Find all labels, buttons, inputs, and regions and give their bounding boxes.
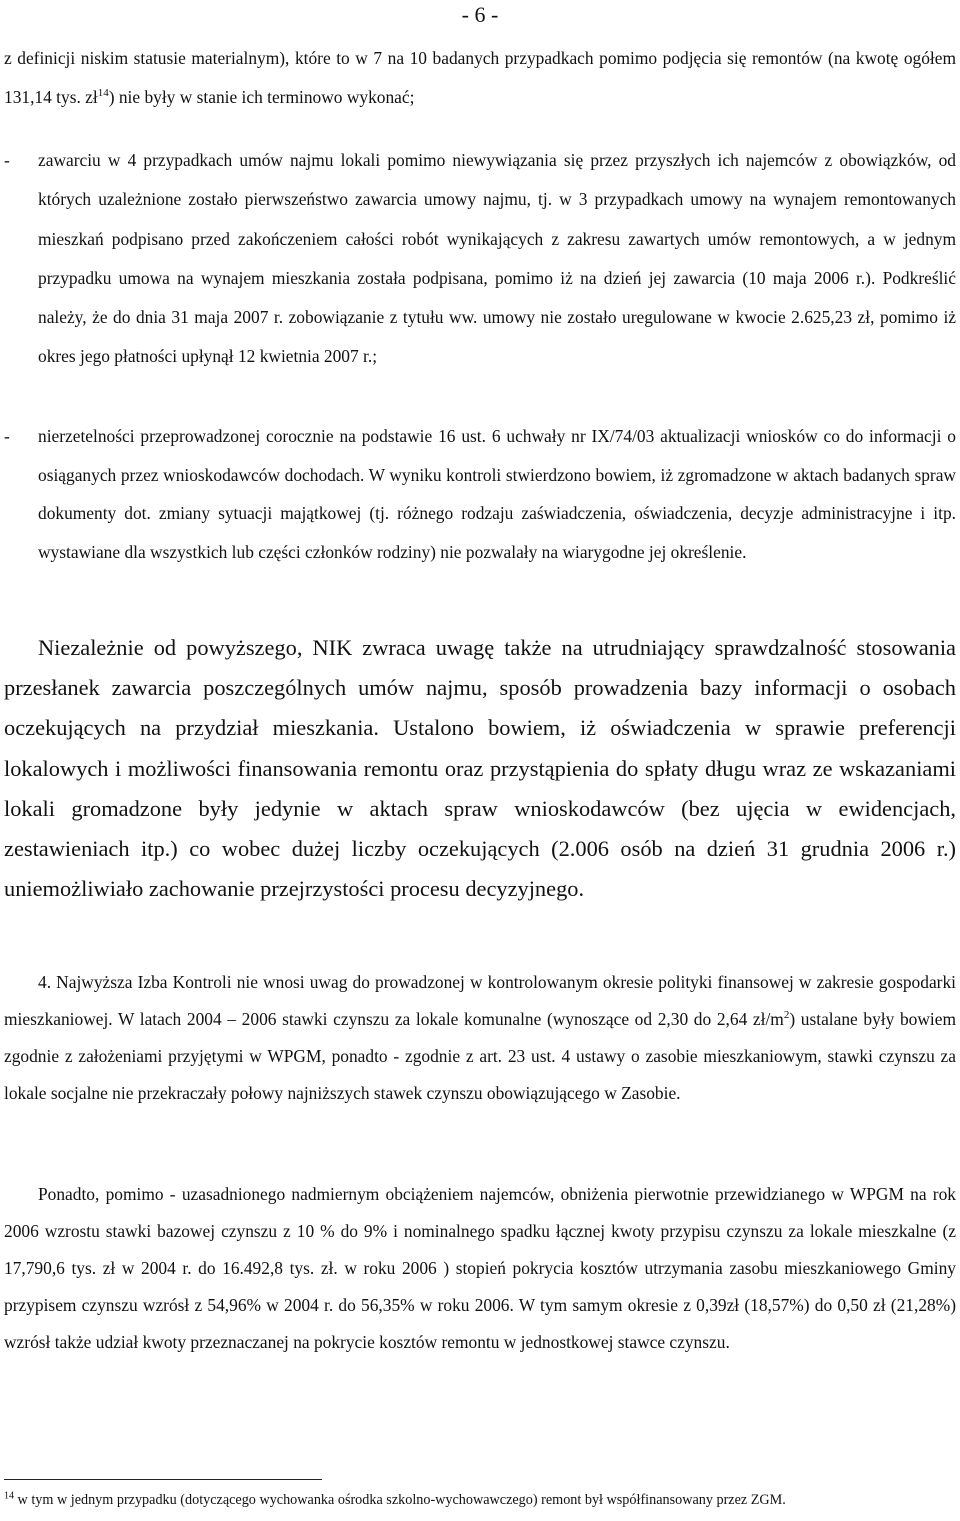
bullet-dash: - (4, 150, 10, 170)
paragraph-text: 4. Najwyższa Izba Kontroli nie wnosi uwag do prowadzonej w kontrolowanym okresie polityki finansowej w zakresie gospodarki mieszkaniowej. W latach 2004 – 2006 stawki czynszu za lokale komunalne (wynoszące od 2,30 do 2,64 zł/m (4, 972, 956, 1029)
page-number: - 6 - (461, 2, 499, 27)
superscript: 2 (783, 1009, 790, 1022)
paragraph-nik: Niezależnie od powyższego, NIK zwraca uwagę także na utrudniający sprawdzalność stosowania przesłanek zawarcia poszczególnych umów najmu, sposób prowadzenia bazy informacji o osobach oczekujących na przydział mieszkania. Ustalono bowiem, iż oświadczenia w sprawie preferencji lokalowych i możliwości finansowania remontu oraz przystąpienia do spłaty długu wraz ze wskazaniami lokali gromadzone były jedynie w aktach spraw wnioskodawców (bez ujęcia w ewidencjach, zestawieniach itp.) co wobec dużej liczby oczekujących (2.006 osób na dzień 31 grudnia 2006 r.) uniemożliwiało zachowanie przejrzystości procesu decyzyjnego. (4, 635, 956, 902)
footnote-number: 14 (4, 1490, 14, 1502)
paragraph-section-4 (4, 964, 956, 1112)
paragraph-continuation (4, 39, 956, 118)
bullet-item-verification (4, 417, 956, 571)
footnote (4, 1490, 956, 1510)
bullet-text: nierzetelności przeprowadzonej corocznie na podstawie 16 ust. 6 uchwały nr IX/74/03 aktualizacji wniosków co do informacji o osiąganych przez wnioskodawców dochodach. W wyniku kontroli stwierdzono bowiem, iż zgromadzone w aktach badanych spraw dokumenty dot. zmiany sytuacji majątkowej (tj. różnego rodzaju zaświadczenia, oświadczenia, decyzje administracyjne i itp. wystawiane dla wszystkich lub części członków rodziny) nie pozwalały na wiarygodne jej określenie. (38, 426, 956, 562)
footnote-divider (4, 1479, 322, 1480)
paragraph-text-after: ) nie były w stanie ich terminowo wykonać; (108, 87, 415, 108)
bullet-item-contracts (4, 141, 956, 377)
paragraph-rent: Ponadto, pomimo - uzasadnionego nadmiernym obciążeniem najemców, obniżenia pierwotnie przewidzianego w WPGM na rok 2006 wzrostu stawki bazowej czynszu z 10 % do 9% i nominalnego spadku łącznej kwoty przypisu czynszu za lokale mieszkalne (z 17,790,6 tys. zł w 2004 r. do 16.492,8 tys. zł. w roku 2006 ) stopień pokrycia kosztów utrzymania zasobu mieszkaniowego Gminy przypisem czynszu wzrósł z 54,96% w 2004 r. do 56,35% w roku 2006. W tym samym okresie z 0,39zł (18,57%) do 0,50 zł (21,28%) wzrósł także udział kwoty przeznaczanej na pokrycie kosztów remontu w jednostkowej stawce czynszu. (4, 1184, 956, 1352)
bullet-dash: - (4, 426, 10, 446)
footnote-text: w tym w jednym przypadku (dotyczącego wychowanka ośrodka szkolno-wychowawczego) remont był współfinansowany przez ZGM. (14, 1492, 786, 1508)
paragraph-text-after: ) ustalane były bowiem zgodnie z założeniami przyjętymi w WPGM, ponadto - zgodnie z art. 23 ust. 4 ustawy o zasobie mieszkaniowym, stawki czynszu za lokale socjalne nie przekraczały połowy najniższych stawek czynszu obowiązującego w Zasobie. (4, 1009, 957, 1103)
bullet-text: zawarciu w 4 przypadkach umów najmu lokali pomimo niewywiązania się przez przyszłych ich najemców z obowiązków, od których uzależnione zostało pierwszeństwo zawarcia umowy najmu, tj. w 3 przypadkach umowy na wynajem remontowanych mieszkań podpisano przed zakończeniem całości robót wynikających z zakresu zawartych umów remontowych, a w jednym przypadku umowa na wynajem mieszkania została podpisana, pomimo iż na dzień jej zawarcia (10 maja 2006 r.). Podkreślić należy, że do dnia 31 maja 2007 r. zobowiązanie z tytułu ww. umowy nie zostało uregulowane w kwocie 2.625,23 zł, pomimo iż okres jego płatności upłynął 12 kwietnia 2007 r.; (38, 150, 956, 367)
paragraph-text: z definicji niskim statusie materialnym), które to w 7 na 10 badanych przypadkach pomimo podjęcia się remontów (na kwotę ogółem 131,14 tys. zł (4, 48, 956, 108)
footnote-ref: 14 (97, 87, 109, 100)
